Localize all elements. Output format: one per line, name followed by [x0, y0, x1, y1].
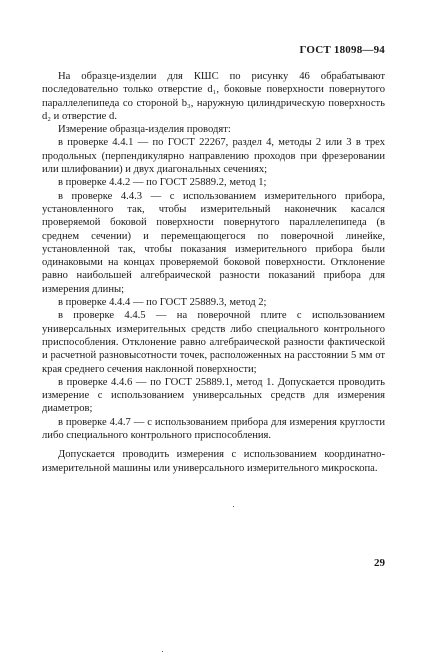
- paragraph-measurement-lead: Измерение образца-изделия проводят:: [58, 124, 231, 136]
- paragraph-check-4-4-1: в проверке 4.4.1 — по ГОСТ 22267, раздел 4, методы 2 или 3 в трех продольных (перпендикулярно направлению проходов при фрезеровании или шлифовании) и двух диагональных сечениях;: [42, 137, 385, 176]
- paragraph-check-4-4-4: в проверке 4.4.4 — по ГОСТ 25889.3, метод 2;: [58, 297, 267, 309]
- scan-speck: [233, 506, 234, 507]
- document-header: ГОСТ 18098—94: [299, 44, 385, 56]
- paragraph-allowed-alternative: Допускается проводить измерения с использованием координатно-измерительной машины или универсального измерительного микроскопа.: [42, 449, 385, 474]
- document-body: [42, 70, 385, 475]
- paragraph-check-4-4-2: в проверке 4.4.2 — по ГОСТ 25889.2, метод 1;: [58, 177, 267, 189]
- paragraph-intro: На образце-изделии для КШС по рисунку 46 обрабатывают последовательно только отверстие d₁, боковые поверхности повернутого параллелепипеда со стороной b₃, наружную цилиндрическую поверхность d₂ и отверстие d.: [42, 71, 385, 122]
- paragraph-check-4-4-7: в проверке 4.4.7 — с использованием прибора для измерения круглости либо специального контрольного приспособления.: [42, 416, 385, 442]
- scan-speck: [162, 651, 163, 652]
- paragraph-check-4-4-6: в проверке 4.4.6 — по ГОСТ 25889.1, метод 1. Допускается проводить измерение с использованием универсальных средств для измерения диаметров;: [42, 376, 385, 415]
- paragraph-check-4-4-3: в проверке 4.4.3 — с использованием измерительного прибора, установленного так, чтобы измерительный наконечник касался проверяемой боковой поверхности повернутого параллелепипеда (в среднем сечении) и перемещающегося по поверочной линейке, установленной так, чтобы показания измерительного прибора были одинаковыми на концах проверяемой боковой поверхности. Отклонение равно наибольшей алгебраической разности показаний прибора для измерения длины;: [42, 190, 385, 295]
- paragraph-check-4-4-5: в проверке 4.4.5 — на поверочной плите с использованием универсальных измерительных средств либо специального контрольного приспособления. Отклонение равно алгебраической разности фактической и расчетной разновысотности точек, расположенных на расстоянии 5 мм от края среднего сечения наклонной поверхности;: [42, 310, 385, 375]
- page-number: 29: [374, 557, 385, 569]
